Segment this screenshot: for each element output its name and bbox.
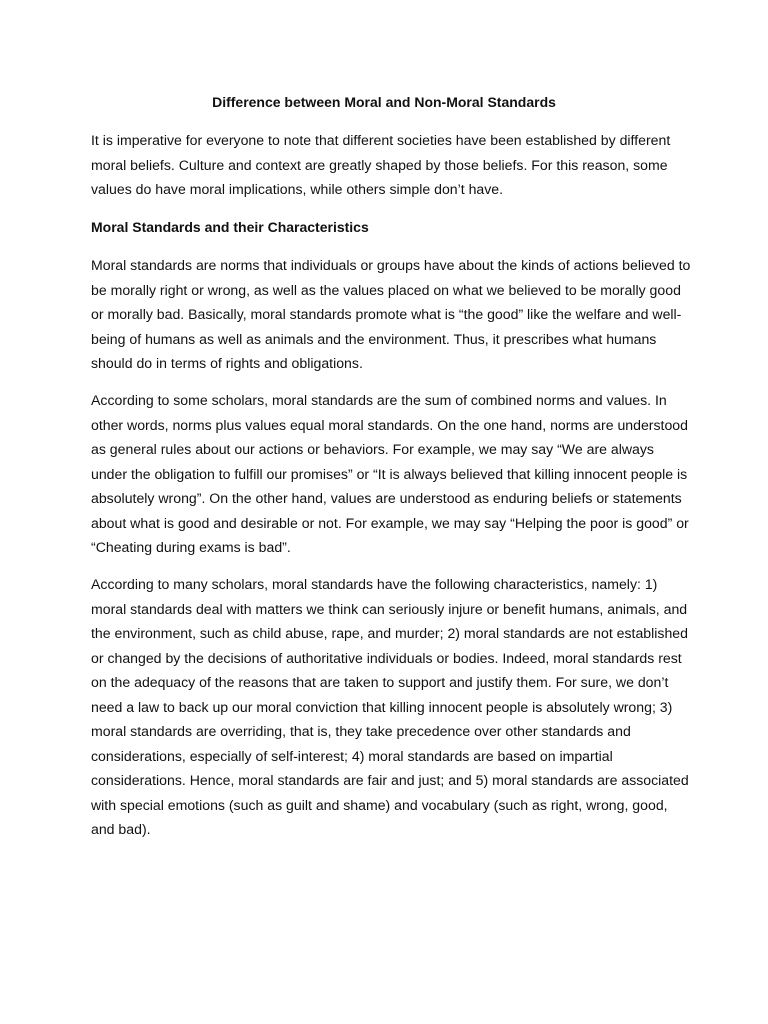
paragraph-line: about what is good and desirable or not. For example, we may say “Helping the poor is good” or — [91, 514, 689, 531]
characteristics-paragraph — [91, 572, 691, 842]
intro-paragraph — [91, 128, 691, 202]
paragraph-line: or changed by the decisions of authoritative individuals or bodies. Indeed, moral standards rest — [91, 649, 682, 666]
paragraph-line: or morally bad. Basically, moral standards promote what is “the good” like the welfare and well- — [91, 306, 682, 322]
paragraph-line: with special emotions (such as guilt and shame) and vocabulary (such as right, wrong, good, — [91, 796, 668, 813]
paragraph-line: moral beliefs. Culture and context are greatly shaped by those beliefs. For this reason, some — [91, 156, 668, 173]
paragraph-line: be morally right or wrong, as well as the values placed on what we believed to be morally good — [91, 281, 681, 298]
norms-values-paragraph — [91, 388, 691, 560]
section-heading: Moral Standards and their Characteristics — [91, 219, 369, 235]
paragraph-line: need a law to back up our moral conviction that killing innocent people is absolutely wrong; 3) — [91, 698, 673, 715]
paragraph-line: “Cheating during exams is bad”. — [91, 539, 291, 555]
paragraph-line: other words, norms plus values equal moral standards. On the one hand, norms are understood — [91, 416, 688, 433]
paragraph-line: Moral standards are norms that individuals or groups have about the kinds of actions believed to — [91, 257, 691, 273]
paragraph-line: According to some scholars, moral standards are the sum of combined norms and values. In — [91, 392, 667, 408]
definition-paragraph — [91, 253, 691, 376]
paragraph-line: values do have moral implications, while others simple don’t have. — [91, 181, 504, 197]
paragraph-line: and bad). — [91, 821, 151, 837]
paragraph-line: as general rules about our actions or behaviors. For example, we may say “We are always — [91, 441, 654, 457]
paragraph-line: considerations, especially of self-interest; 4) moral standards are based on impartial — [91, 747, 613, 764]
paragraph-line: being of humans as well as animals and the environment. Thus, it prescribes what humans — [91, 330, 657, 347]
paragraph-line: moral standards deal with matters we think can seriously injure or benefit humans, animals, and — [91, 600, 688, 617]
paragraph-line: considerations. Hence, moral standards are fair and just; and 5) moral standards are associated — [91, 772, 689, 788]
paragraph-line: should do in terms of rights and obligations. — [91, 355, 363, 371]
paragraph-line: It is imperative for everyone to note that different societies have been established by different — [91, 132, 671, 148]
paragraph-line: moral standards are overriding, that is, they take precedence over other standards and — [91, 723, 631, 739]
paragraph-line: under the obligation to fulfill our promises” or “It is always believed that killing innocent people is — [91, 465, 688, 482]
paragraph-line: on the adequacy of the reasons that are taken to support and justify them. For sure, we don’t — [91, 674, 669, 690]
paragraph-line: According to many scholars, moral standards have the following characteristics, namely: 1) — [91, 576, 658, 592]
paragraph-line: the environment, such as child abuse, rape, and murder; 2) moral standards are not established — [91, 625, 688, 641]
paragraph-line: absolutely wrong”. On the other hand, values are understood as enduring beliefs or statements — [91, 490, 682, 506]
page-title: Difference between Moral and Non-Moral Standards — [212, 94, 556, 110]
